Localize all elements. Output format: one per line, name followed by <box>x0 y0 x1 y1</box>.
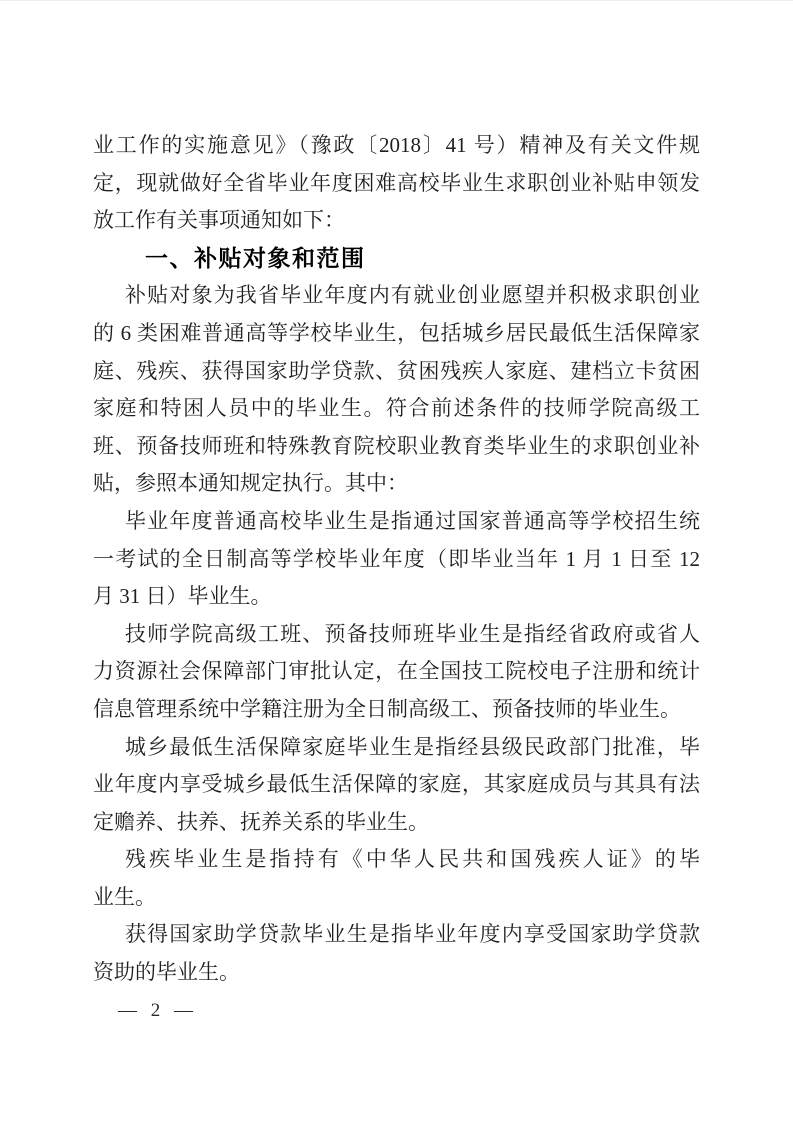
text-line: 获得国家助学贷款毕业生是指毕业年度内享受国家助学贷款 <box>125 922 700 947</box>
page-footer <box>118 992 193 1030</box>
text-line: 业生。 <box>93 884 156 909</box>
text-line: 庭、残疾、获得国家助学贷款、贫困残疾人家庭、建档立卡贫困 <box>93 358 700 383</box>
text-line: 力资源社会保障部门审批认定，在全国技工院校电子注册和统计 <box>93 659 700 684</box>
paragraph <box>93 503 700 616</box>
text-line: 的 6 类困难普通高等学校毕业生，包括城乡居民最低生活保障家 <box>93 320 700 345</box>
paragraph <box>93 729 700 842</box>
paragraph <box>93 127 700 240</box>
text-line: 业工作的实施意见》（豫政〔2018〕41 号）精神及有关文件规 <box>93 133 700 157</box>
text-line: 月 31 日）毕业生。 <box>93 584 272 609</box>
text-line: 班、预备技师班和特殊教育院校职业教育类毕业生的求职创业补 <box>93 433 700 458</box>
document-body <box>93 127 700 992</box>
text-line: 资助的毕业生。 <box>93 960 240 985</box>
text-line: 信息管理系统中学籍注册为全日制高级工、预备技师的毕业生。 <box>93 696 681 721</box>
text-line: 毕业年度普通高校毕业生是指通过国家普通高等学校招生统 <box>125 508 700 533</box>
text-line: 定赡养、扶养、抚养关系的毕业生。 <box>93 809 429 834</box>
page-top-edge <box>0 0 793 1</box>
paragraph <box>93 841 700 916</box>
text-line: 家庭和特困人员中的毕业生。符合前述条件的技师学院高级工 <box>93 396 700 421</box>
text-line: 技师学院高级工班、预备技师班毕业生是指经省政府或省人 <box>125 621 700 646</box>
text-line: 城乡最低生活保障家庭毕业生是指经县级民政部门批准，毕 <box>125 734 700 759</box>
paragraph <box>93 277 700 503</box>
text-line: 业年度内享受城乡最低生活保障的家庭，其家庭成员与其具有法 <box>93 772 700 797</box>
paragraph <box>93 916 700 991</box>
heading-text: 一、补贴对象和范围 <box>145 244 366 271</box>
text-line: 放工作有关事项通知如下： <box>93 208 345 233</box>
paragraph <box>93 616 700 729</box>
text-line: 补贴对象为我省毕业年度内有就业创业愿望并积极求职创业 <box>125 283 700 308</box>
page-number: — 2 — <box>118 1000 193 1021</box>
text-line: 贴，参照本通知规定执行。其中： <box>93 471 408 496</box>
text-line: 定，现就做好全省毕业年度困难高校毕业生求职创业补贴申领发 <box>93 170 700 195</box>
section-heading <box>93 240 700 278</box>
text-line: 残疾毕业生是指持有《中华人民共和国残疾人证》的毕 <box>125 847 700 872</box>
text-line: 一考试的全日制高等学校毕业年度（即毕业当年 1 月 1 日至 12 <box>93 546 700 571</box>
